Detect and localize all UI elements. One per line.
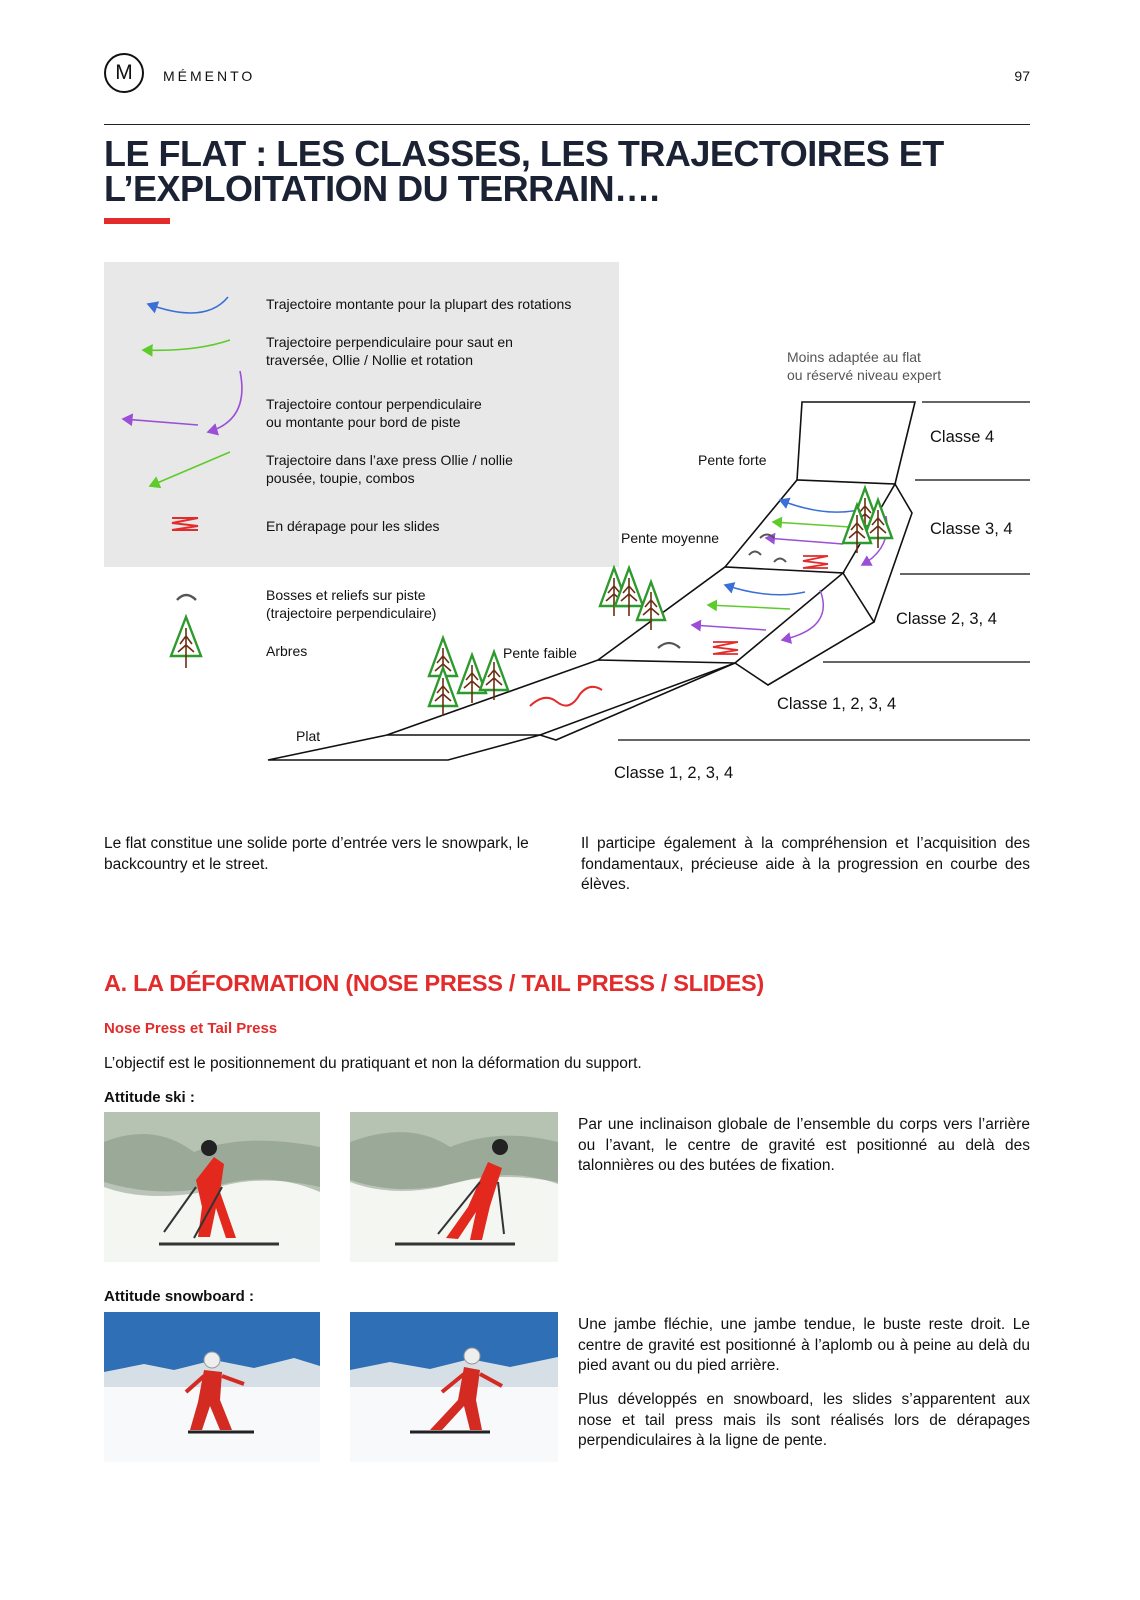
snowboard-photo-2 [350,1312,558,1462]
logo-letter: M [115,61,133,84]
ski-photo-back [104,1112,320,1262]
slope-bump-1 [749,552,761,556]
legend-extra-1-line-2: (trajectoire perpendiculaire) [266,605,437,621]
snowboard-attitude-label: Attitude snowboard : [104,1288,254,1305]
legend-item-2-line-2: traversée, Ollie / Nollie et rotation [266,352,473,368]
slope-purple-arrow-1 [766,538,843,544]
slope-green-arrow-1 [773,522,850,527]
label-classe-2-3-4: Classe 2, 3, 4 [896,610,997,628]
snowboard-attitude-text-1: Une jambe fléchie, une jambe tendue, le buste reste droit. Le centre de gravité est positionné à l’aplomb ou à peine au delà du pied avant ou du pied arrière. [578,1316,1030,1374]
section-objective: L’objectif est le positionnement du pratiquant et non la déformation du support. [104,1055,642,1072]
diagram-note-line-1: Moins adaptée au flat [787,349,921,365]
snowboarder-press-image-1 [104,1312,320,1462]
label-classe-1-2-3-4-lower: Classe 1, 2, 3, 4 [614,764,734,782]
legend-item-2-line-1: Trajectoire perpendiculaire pour saut en [266,334,513,350]
diagram-note-line-2: ou réservé niveau expert [787,367,942,383]
diagram-note [787,348,941,384]
slope-red-slide-path [530,687,602,706]
legend-item-1-text: Trajectoire montante pour la plupart des rotations [266,296,572,312]
slope-green-arrow-2 [708,605,790,609]
snowboarder-press-image-2 [350,1312,558,1462]
legend-item-4-line-2: pousée, toupie, combos [266,470,415,486]
label-pente-moyenne: Pente moyenne [621,530,720,546]
legend-item-3-line-2: ou montante pour bord de piste [266,414,461,430]
label-pente-faible: Pente faible [503,645,577,661]
label-classe-1-2-3-4-upper: Classe 1, 2, 3, 4 [777,695,897,713]
class-rules [618,402,1030,740]
intro-right: Il participe également à la compréhension et l’acquisition des fondamentaux, précieuse aide à la progression en courbe des élèves. [581,835,1030,893]
label-pente-forte: Pente forte [698,452,767,468]
section-subheading: Nose Press et Tail Press [104,1020,278,1037]
slope-bump-4 [658,643,680,648]
slope-purple-arrow-2 [692,625,766,630]
label-classe-3-4: Classe 3, 4 [930,520,1013,538]
ski-attitude-text: Par une inclinaison globale de l’ensemble du corps vers l’arrière ou l’avant, le centre de gravité est positionné au delà des talonnières ou des butées de fixation. [578,1116,1030,1174]
legend-extra-2-text: Arbres [266,643,308,659]
label-plat: Plat [296,728,321,744]
slope-purple-contour-2 [782,590,823,640]
ski-photo-forward [350,1112,558,1262]
page-title-line-2: L’EXPLOITATION DU TERRAIN…. [104,168,660,209]
label-classe-4: Classe 4 [930,428,995,446]
legend-item-3-line-1: Trajectoire contour perpendiculaire [266,396,482,412]
ski-attitude-label: Attitude ski : [104,1089,195,1106]
legend-item-5-text: En dérapage pour les slides [266,518,440,534]
slope-bump-2 [774,559,786,563]
skier-leaning-back-image [104,1112,320,1262]
brand-name: MÉMENTO [163,68,256,84]
snowboard-attitude-text-2: Plus développés en snowboard, les slides s’apparentent aux nose et tail press mais ils sont réalisés lors de dérapages perpendiculaires à la ligne de pente. [578,1391,1030,1449]
slope-red-zigzag-2 [713,642,738,654]
section-heading: A. LA DÉFORMATION (NOSE PRESS / TAIL PRESS / SLIDES) [104,970,764,996]
legend-extra-1-line-1: Bosses et reliefs sur piste [266,587,426,603]
slope-blue-arrow-2 [725,585,805,595]
legend-item-4-line-1: Trajectoire dans l’axe press Ollie / nollie [266,452,513,468]
snowboard-photo-1 [104,1312,320,1462]
skier-leaning-forward-image [350,1112,558,1262]
slope-red-zigzag-1 [803,556,828,568]
intro-left: Le flat constitue une solide porte d’entrée vers le snowpark, le backcountry et le street. [104,835,529,873]
page-number: 97 [1014,68,1030,84]
page-title-line-1: LE FLAT : LES CLASSES, LES TRAJECTOIRES ET [104,133,944,174]
